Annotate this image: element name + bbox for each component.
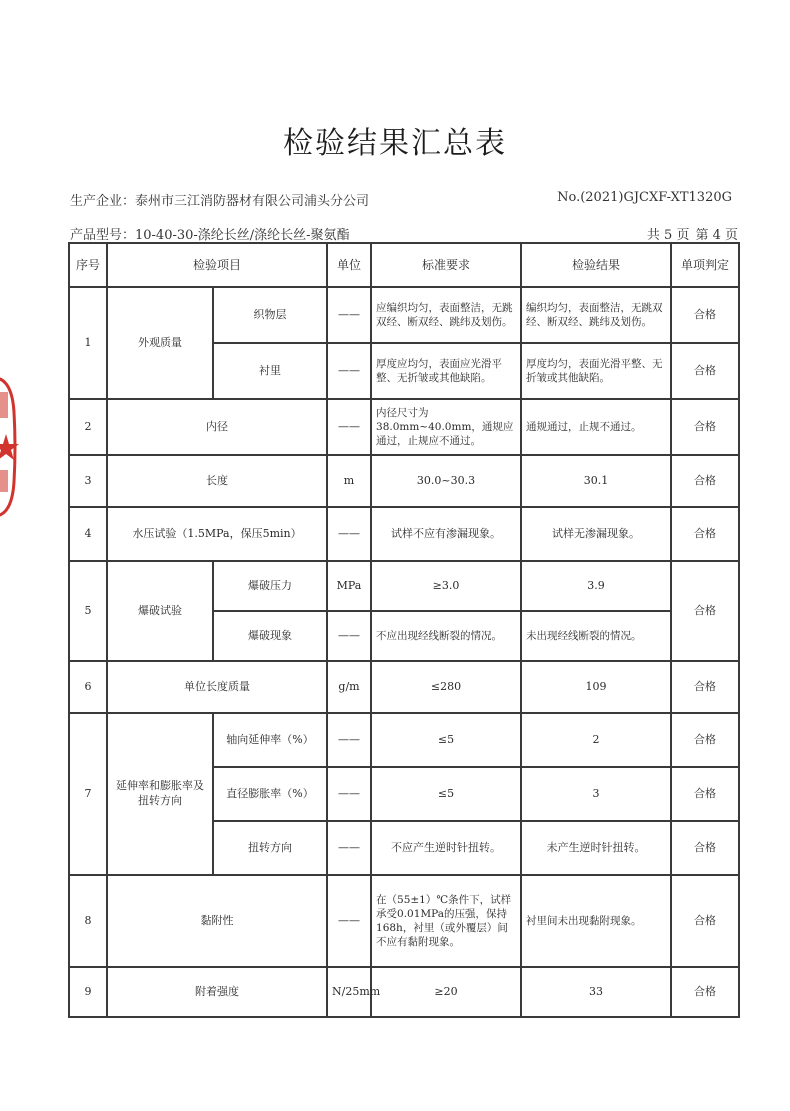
unit-cell: —— [327,875,371,967]
row-number: 6 [69,661,107,713]
sub-item-name: 直径膨胀率（%） [213,767,327,821]
row-number: 3 [69,455,107,507]
product-model-line: 产品型号：10-40-30-涤纶长丝/涤纶长丝-聚氨酯 [70,228,350,243]
item-name: 单位长度质量 [107,661,327,713]
verdict-cell: 合格 [671,343,739,399]
document-title: 检验结果汇总表 [283,126,507,161]
result-cell: 未出现经线断裂的情况。 [521,611,671,661]
col-header-verdict: 单项判定 [671,243,739,287]
unit-cell: MPa [327,561,371,611]
item-name: 外观质量 [107,287,213,399]
item-name: 爆破试验 [107,561,213,661]
table-row [69,661,739,713]
result-cell: 3 [521,767,671,821]
verdict-cell: 合格 [671,821,739,875]
unit-cell: —— [327,287,371,343]
row-number: 4 [69,507,107,561]
result-cell: 编织均匀，表面整洁，无跳双经、断双经、跳纬及划伤。 [521,287,671,343]
verdict-cell: 合格 [671,455,739,507]
item-name: 黏附性 [107,875,327,967]
requirement-cell: ≥20 [371,967,521,1017]
table-row [69,399,739,455]
requirement-cell: 30.0~30.3 [371,455,521,507]
sub-item-name: 爆破压力 [213,561,327,611]
item-name: 长度 [107,455,327,507]
requirement-cell: ≥3.0 [371,561,521,611]
unit-cell: —— [327,399,371,455]
result-cell: 30.1 [521,455,671,507]
unit-cell: —— [327,611,371,661]
sub-item-name: 爆破现象 [213,611,327,661]
row-number: 8 [69,875,107,967]
requirement-cell: 在（55±1）℃条件下，试样承受0.01MPa的压强，保持168h，衬里（或外覆层）间不应有黏附现象。 [371,875,521,967]
unit-cell: m [327,455,371,507]
sub-item-name: 织物层 [213,287,327,343]
table-row [69,287,739,343]
row-number: 2 [69,399,107,455]
result-cell: 厚度均匀，表面光滑平整、无折皱或其他缺陷。 [521,343,671,399]
table-row [69,455,739,507]
sub-item-name: 轴向延伸率（%） [213,713,327,767]
col-header-seq: 序号 [69,243,107,287]
result-cell: 试样无渗漏现象。 [521,507,671,561]
table-row [69,967,739,1017]
col-header-result: 检验结果 [521,243,671,287]
row-number: 1 [69,287,107,399]
unit-cell: —— [327,507,371,561]
verdict-cell: 合格 [671,767,739,821]
manufacturer-line: 生产企业：泰州市三江消防器材有限公司浦头分公司 [70,194,370,209]
table-row [69,713,739,767]
requirement-cell: ≤5 [371,713,521,767]
unit-cell: —— [327,821,371,875]
item-name: 水压试验（1.5MPa，保压5min） [107,507,327,561]
unit-cell: N/25mm [327,967,371,1017]
results-table [68,242,740,1018]
row-number: 9 [69,967,107,1017]
verdict-cell: 合格 [671,661,739,713]
sub-item-name: 衬里 [213,343,327,399]
result-cell: 未产生逆时针扭转。 [521,821,671,875]
seal-stamp [0,372,20,522]
result-cell: 109 [521,661,671,713]
total-pages: 共 5 页 [646,228,690,243]
requirement-cell: ≤280 [371,661,521,713]
requirement-cell: 不应出现经线断裂的情况。 [371,611,521,661]
col-header-unit: 单位 [327,243,371,287]
report-number: No.(2021)GJCXF-XT1320G [557,190,732,205]
table-header-row [69,243,739,287]
item-name: 延伸率和膨胀率及扭转方向 [107,713,213,875]
row-number: 7 [69,713,107,875]
row-number: 5 [69,561,107,661]
verdict-cell: 合格 [671,287,739,343]
unit-cell: g/m [327,661,371,713]
requirement-cell: 内径尺寸为38.0mm~40.0mm，通规应通过，止规应不通过。 [371,399,521,455]
result-cell: 3.9 [521,561,671,611]
requirement-cell: 不应产生逆时针扭转。 [371,821,521,875]
table-row [69,561,739,611]
item-name: 内径 [107,399,327,455]
verdict-cell: 合格 [671,875,739,967]
current-page: 第 4 页 [695,228,738,243]
col-header-requirement: 标准要求 [371,243,521,287]
page-indicator [641,224,738,243]
verdict-cell: 合格 [671,713,739,767]
requirement-cell: ≤5 [371,767,521,821]
result-cell: 衬里间未出现黏附现象。 [521,875,671,967]
sub-item-name: 扭转方向 [213,821,327,875]
verdict-cell: 合格 [671,399,739,455]
table-row [69,507,739,561]
result-cell: 33 [521,967,671,1017]
requirement-cell: 应编织均匀，表面整洁，无跳双经、断双经、跳纬及划伤。 [371,287,521,343]
unit-cell: —— [327,767,371,821]
requirement-cell: 厚度应均匀，表面应光滑平整、无折皱或其他缺陷。 [371,343,521,399]
verdict-cell: 合格 [671,507,739,561]
verdict-cell: 合格 [671,967,739,1017]
col-header-item: 检验项目 [107,243,327,287]
unit-cell: —— [327,343,371,399]
result-cell: 2 [521,713,671,767]
table-row [69,875,739,967]
verdict-cell: 合格 [671,561,739,661]
result-cell: 通规通过，止规不通过。 [521,399,671,455]
unit-cell: —— [327,713,371,767]
requirement-cell: 试样不应有渗漏现象。 [371,507,521,561]
item-name: 附着强度 [107,967,327,1017]
